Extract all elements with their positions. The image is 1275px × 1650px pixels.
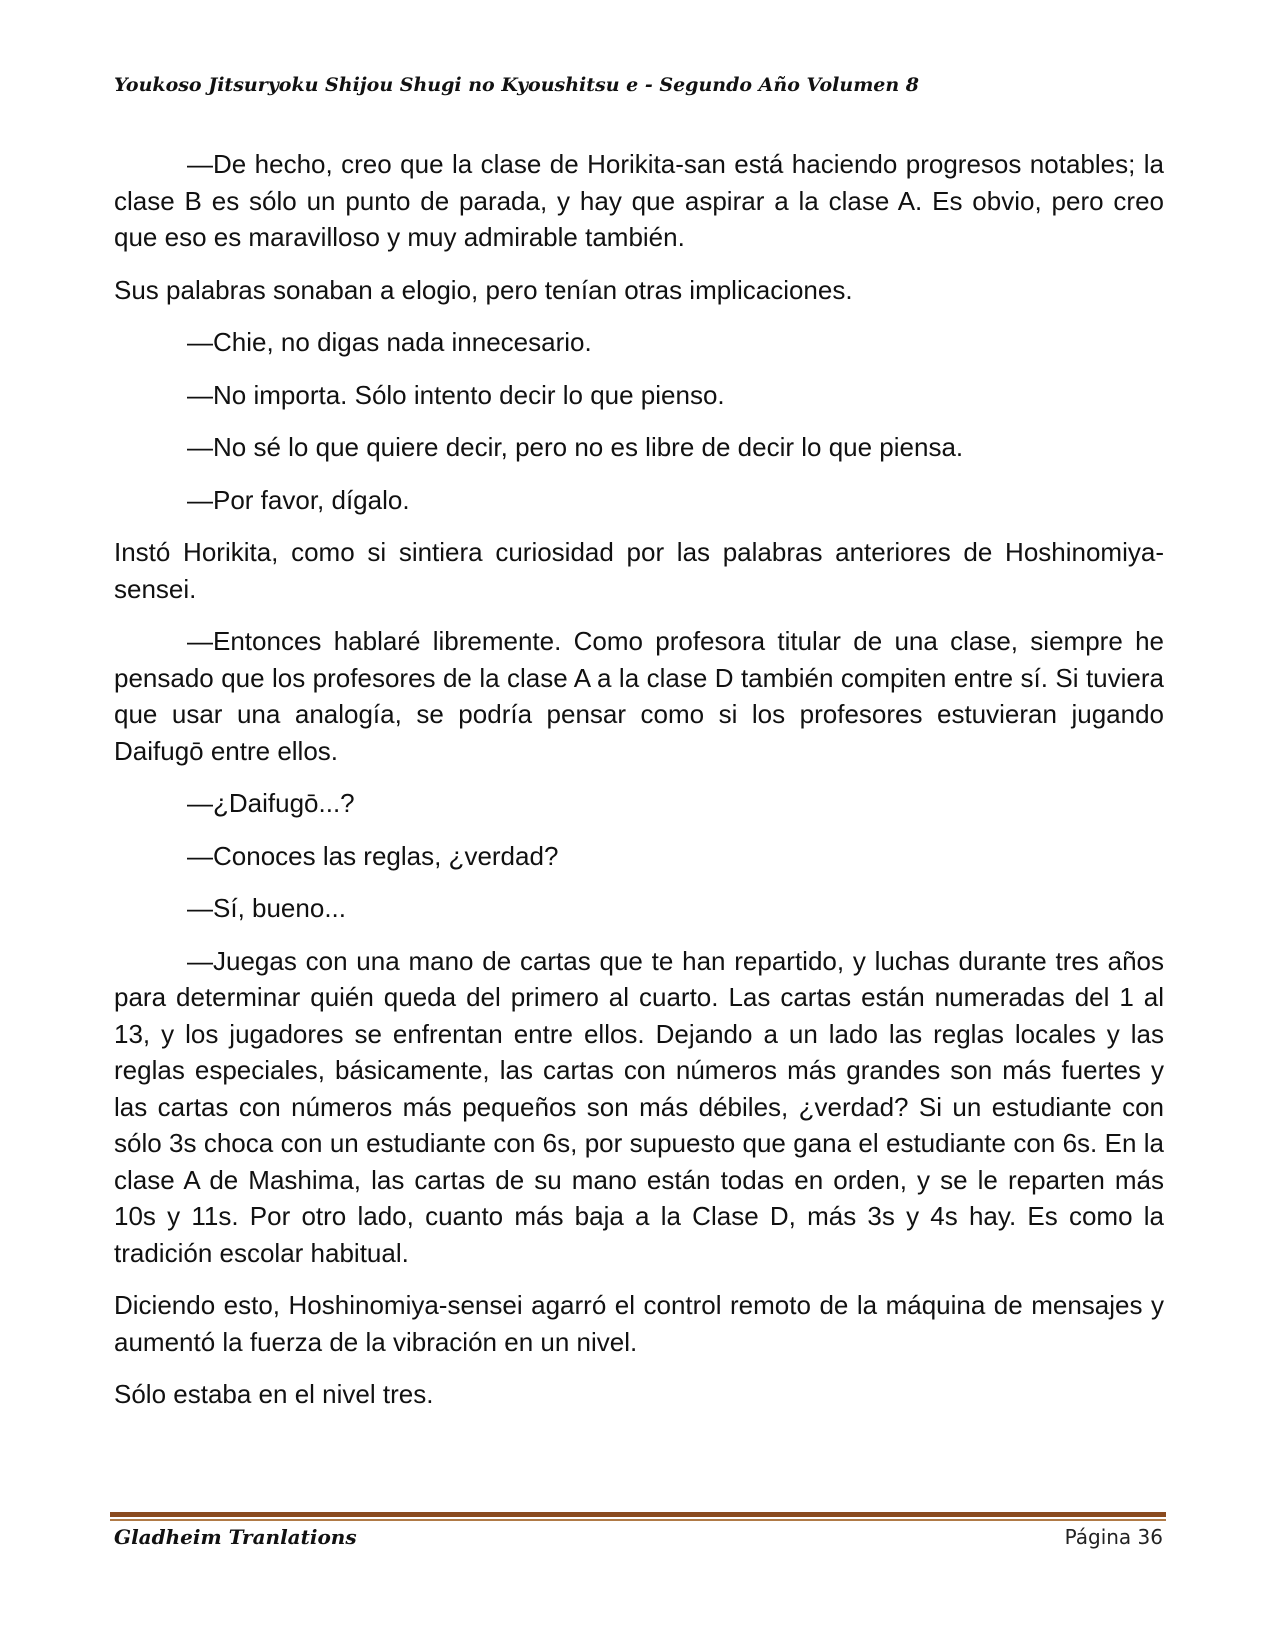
paragraph-dialog: —Juegas con una mano de cartas que te han repartido, y luchas durante tres años para determinar quién queda del primero al cuarto. Las cartas están numeradas del 1 al 13, y los jugadores se enfrentan entre ellos. Dejando a un lado las reglas locales y las reglas especiales, básicamente, las cartas con números más grandes son más fuertes y las cartas con números más pequeños son más débiles, ¿verdad? Si un estudiante con sólo 3s choca con un estudiante con 6s, por supuesto que gana el estudiante con 6s. En la clase A de Mashima, las cartas de su mano están todas en orden, y se le reparten más 10s y 11s. Por otro lado, cuanto más baja a la Clase D, más 3s y 4s hay. Es como la tradición escolar habitual. — [114, 945, 1164, 1268]
paragraph-dialog: —No sé lo que quiere decir, pero no es libre de decir lo que piensa. — [187, 432, 964, 462]
paragraph-narration: Sus palabras sonaban a elogio, pero tenían otras implicaciones. — [114, 274, 853, 305]
document-header: Youkoso Jitsuryoku Shijou Shugi no Kyoushitsu e - Segundo Año Volumen 8 — [114, 74, 920, 96]
paragraph-narration: Instó Horikita, como si sintiera curiosidad por las palabras anteriores de Hoshinomiya-sensei. — [114, 537, 1164, 604]
document-body — [114, 146, 1164, 1429]
paragraph-dialog: —Chie, no digas nada innecesario. — [187, 327, 592, 357]
footer-publisher: Gladheim Tranlations — [114, 1525, 357, 1549]
paragraph-dialog: —Entonces hablaré libremente. Como profesora titular de una clase, siempre he pensado que los profesores de la clase A a la clase D también compiten entre sí. Si tuviera que usar una analogía, se podría pensar como si los profesores estuvieran jugando Daifugō entre ellos. — [114, 626, 1164, 766]
paragraph-narration: Sólo estaba en el nivel tres. — [114, 1379, 434, 1409]
page-number: 36 — [1137, 1525, 1163, 1549]
paragraph-dialog: —Por favor, dígalo. — [187, 484, 410, 515]
paragraph-dialog: —No importa. Sólo intento decir lo que pienso. — [187, 379, 725, 410]
paragraph-dialog: —De hecho, creo que la clase de Horikita-san está haciendo progresos notables; la clase B es sólo un punto de parada, y hay que aspirar a la clase A. Es obvio, pero creo que eso es maravilloso y muy admirable también. — [114, 149, 1164, 252]
paragraph-narration: Diciendo esto, Hoshinomiya-sensei agarró el control remoto de la máquina de mensajes y aumentó la fuerza de la vibración en un nivel. — [114, 1290, 1164, 1357]
paragraph-dialog: —Sí, bueno... — [187, 893, 346, 923]
paragraph-dialog: —¿Daifugō...? — [187, 788, 355, 818]
footer-rule-thin — [110, 1519, 1166, 1521]
footer-rule-thick — [110, 1512, 1166, 1517]
paragraph-dialog: —Conoces las reglas, ¿verdad? — [187, 840, 559, 871]
footer-page-indicator — [1065, 1525, 1163, 1549]
page-label: Página — [1064, 1525, 1132, 1549]
